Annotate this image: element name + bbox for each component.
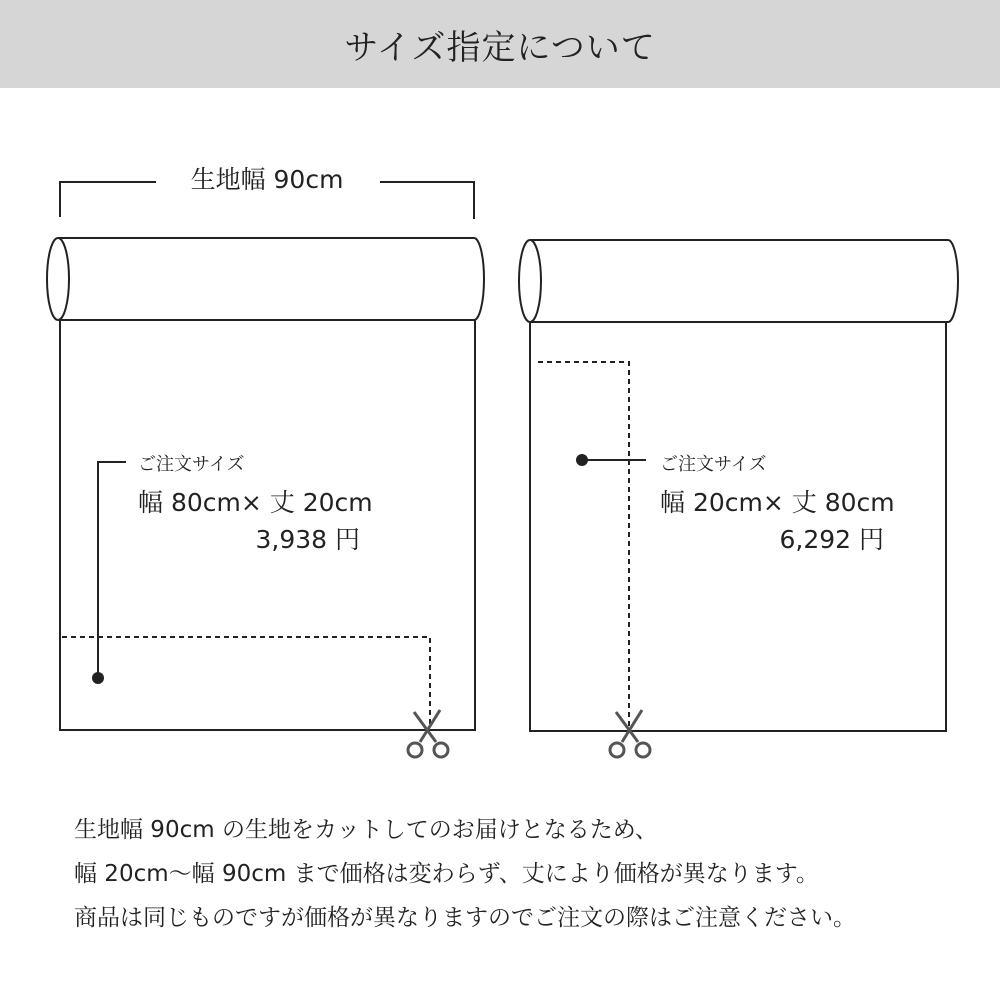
note-line: 幅 20cm〜幅 90cm まで価格は変わらず、丈により価格が異なります。 — [74, 861, 819, 887]
page-title: サイズ指定について — [344, 27, 656, 68]
roll-cylinder-right — [530, 240, 958, 322]
note-line: 商品は同じものですが価格が異なりますのでご注文の際はご注意ください。 — [74, 905, 856, 931]
order-size-right: 幅 20cm× 丈 80cm — [660, 488, 895, 517]
roll-end-left — [47, 238, 69, 320]
roll-cylinder-left — [58, 238, 484, 320]
order-price-left: 3,938 円 — [255, 525, 360, 554]
order-size-caption-right: ご注文サイズ — [660, 454, 767, 475]
notes — [74, 808, 856, 940]
marker-dot-left — [92, 672, 104, 684]
roll-end-right — [519, 240, 541, 322]
order-size-caption-left: ご注文サイズ — [138, 454, 245, 475]
fabric-width-label: 生地幅 90cm — [190, 165, 344, 194]
order-price-right: 6,292 円 — [779, 525, 884, 554]
note-line: 生地幅 90cm の生地をカットしてのお届けとなるため、 — [74, 817, 658, 843]
marker-dot-right — [576, 454, 588, 466]
order-size-left: 幅 80cm× 丈 20cm — [138, 488, 373, 517]
